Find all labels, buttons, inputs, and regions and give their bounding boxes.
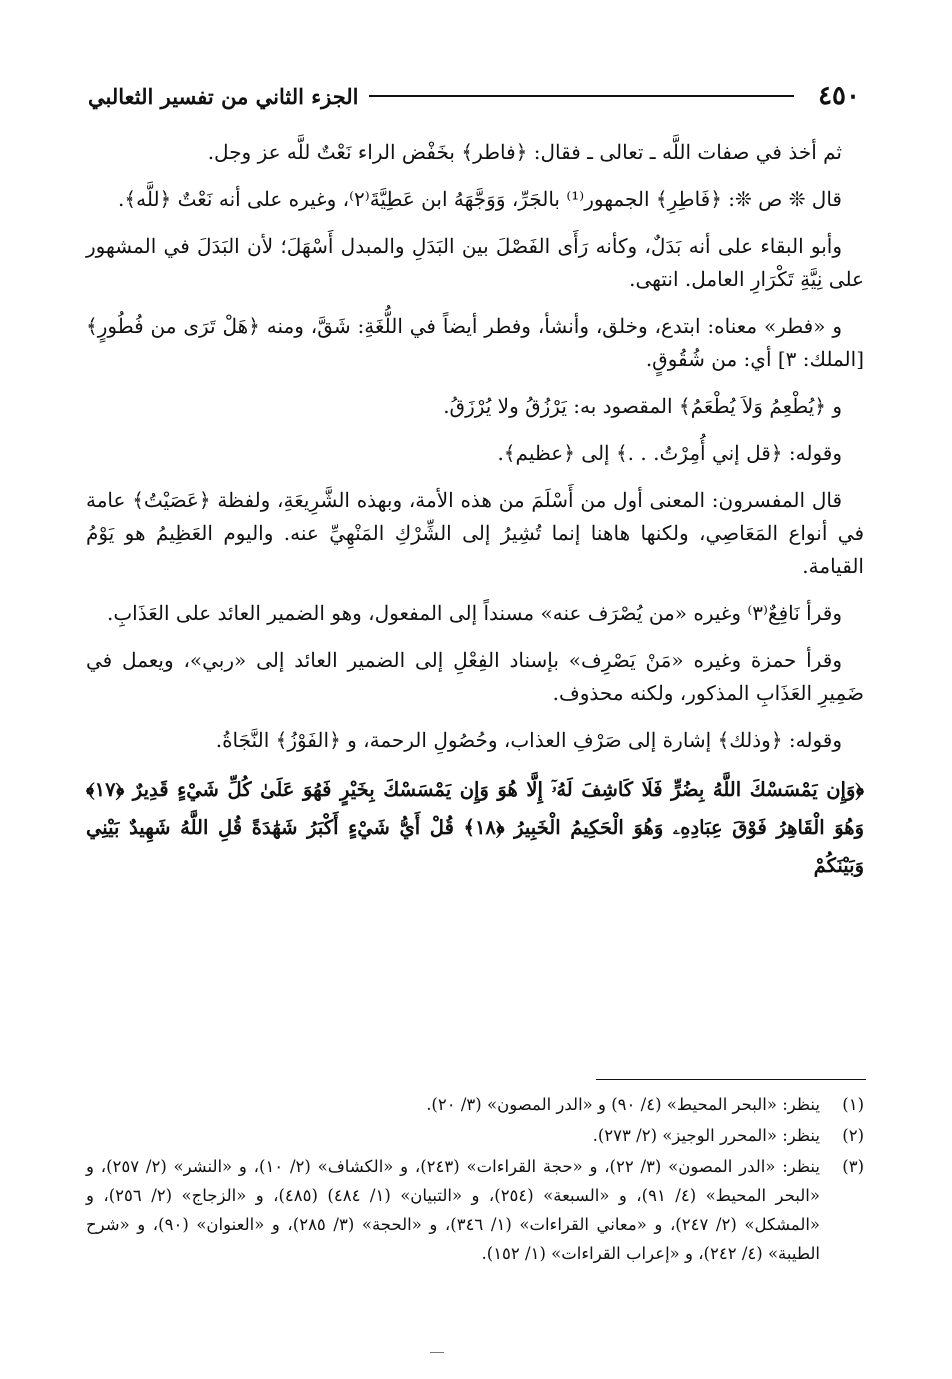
footnote-number: (١) — [842, 1095, 864, 1114]
paragraph: وقوله: ﴿وذلك﴾ إشارة إلى صَرْفِ العذاب، وحُصُولِ الرحمة، و ﴿الفَوْزُ﴾ النَّجَاةُ. — [215, 728, 842, 752]
paragraph: و ﴿يُطْعِمُ وَلاَ يُطْعَمُ﴾ المقصود به: يَرْزُقُ ولا يُرْزَقُ. — [443, 394, 842, 418]
paragraph: قال المفسرون: المعنى أول من أَسْلَمَ من هذه الأمة، وبهذه الشَّرِيعَةِ، ولفظة ﴿عَصَيْتُ﴾ عامة في أنواع المَعَاصِي، ولكنها هاهنا إنما تُشِيرُ إلى الشِّرْكِ المَنْهِيِّ عنه. واليوم العَظِيمُ هو يَوْمُ القيامة. — [86, 488, 864, 578]
footnote — [86, 1121, 864, 1150]
paragraph: وقرأ نَافِعٌ⁽٣⁾ وغيره «من يُصْرَف عنه» مسنداً إلى المفعول، وهو الضمير العائد على العَذَابِ. — [107, 601, 842, 625]
footnote-text: ينظر: «الدر المصون» (٣/ ٢٢)، و «حجة القراءات» (٢٤٣)، و «الكشاف» (٢/ ١٠)، و «النشر» (٢/ ٢٥٧)، و «البحر المحيط» (٤/ ٩١)، و «السبعة» (٢٥٤)، و «التبيان» (١/ ٤٨٤) (٤٨٥)، و «الزجاج» (٢/ ٢٥٦)، و «المشكل» (٢/ ٢٤٧)، و «معاني القراءات» (١/ ٣٤٦)، و «الحجة» (٣/ ٢٨٥)، و «العنوان» (٩٠)، و «شرح الطيبة» (٤/ ٢٤٢)، و «إعراب القراءات» (١/ ١٥٢). — [86, 1157, 821, 1263]
footnote-number: (٣) — [842, 1157, 864, 1176]
footnote-separator — [596, 1079, 866, 1080]
footnote-number: (٢) — [842, 1126, 864, 1145]
footnote — [86, 1090, 864, 1119]
running-title: الجزء الثاني من تفسير الثعالبي — [88, 83, 359, 109]
paragraph: و «فطر» معناه: ابتدع، وخلق، وأنشأ، وفطر أيضاً في اللُّغَةِ: شَقَّ، ومنه ﴿هَلْ تَرَى من فُطُورٍ﴾ [الملك: ٣] أي: من شُقُوقٍ. — [86, 314, 864, 371]
paragraph: وأبو البقاء على أنه بَدَلٌ، وكأنه رَأَى الفَصْلَ بين البَدَلِ والمبدل أَسْهَلَ؛ لأن البَدَلَ في المشهور على نِيَّةِ تَكْرَارِ العامل. انتهى. — [86, 234, 864, 291]
quran-verse: ﴿وَإِن يَمْسَسْكَ اللَّهُ بِضُرٍّ فَلَا كَاشِفَ لَهُۥٓ إِلَّا هُوَ وَإِن يَمْسَسْكَ بِخَيْرٍ فَهُوَ عَلَىٰ كُلِّ شَيْءٍ قَدِيرٌ ﴿١٧﴾ وَهُوَ الْقَاهِرُ فَوْقَ عِبَادِهِۦ وَهُوَ الْحَكِيمُ الْخَبِيرُ ﴿١٨﴾ قُلْ أَيُّ شَيْءٍ أَكْبَرُ شَهَٰدَةً قُلِ اللَّهُ شَهِيدٌ بَيْنِي وَبَيْنَكُمْ — [86, 778, 865, 877]
footnote-text: ينظر: «البحر المحيط» (٤/ ٩٠) و «الدر المصون» (٣/ ٢٠). — [426, 1095, 820, 1114]
page-number: ٤٥٠ — [818, 81, 860, 111]
footnote-text: ينظر: «المحرر الوجيز» (٢/ ٢٧٣). — [592, 1126, 820, 1145]
footnotes — [86, 1090, 864, 1270]
bottom-mark — [430, 1352, 444, 1353]
footnote — [86, 1152, 864, 1268]
page-header — [88, 78, 860, 114]
paragraph: ثم أخذ في صفات اللَّه ـ تعالى ـ فقال: ﴿فاطر﴾ بخَفْض الراء نَعْتٌ للَّه عز وجل. — [207, 140, 842, 164]
paragraph: وقرأ حمزة وغيره «مَنْ يَصْرِف» بإسناد الفِعْلِ إلى الضمير العائد إلى «ربي»، ويعمل في ضَمِيرِ العَذَابِ المذكور، ولكنه محذوف. — [86, 648, 864, 705]
paragraph: قال ❊ ص ❊: ﴿فَاطِرِ﴾ الجمهور⁽¹⁾ بالجَرِّ، وَوَجَّهَهُ ابن عَطِيَّةَ⁽٢⁾، وغيره على أنه نَعْتٌ ﴿للَّه﴾. — [118, 187, 842, 211]
main-text — [86, 136, 864, 899]
paragraph: وقوله: ﴿قل إني أُمِرْتُ. . .﴾ إلى ﴿عظيم﴾. — [497, 441, 842, 465]
header-rule — [369, 95, 795, 97]
